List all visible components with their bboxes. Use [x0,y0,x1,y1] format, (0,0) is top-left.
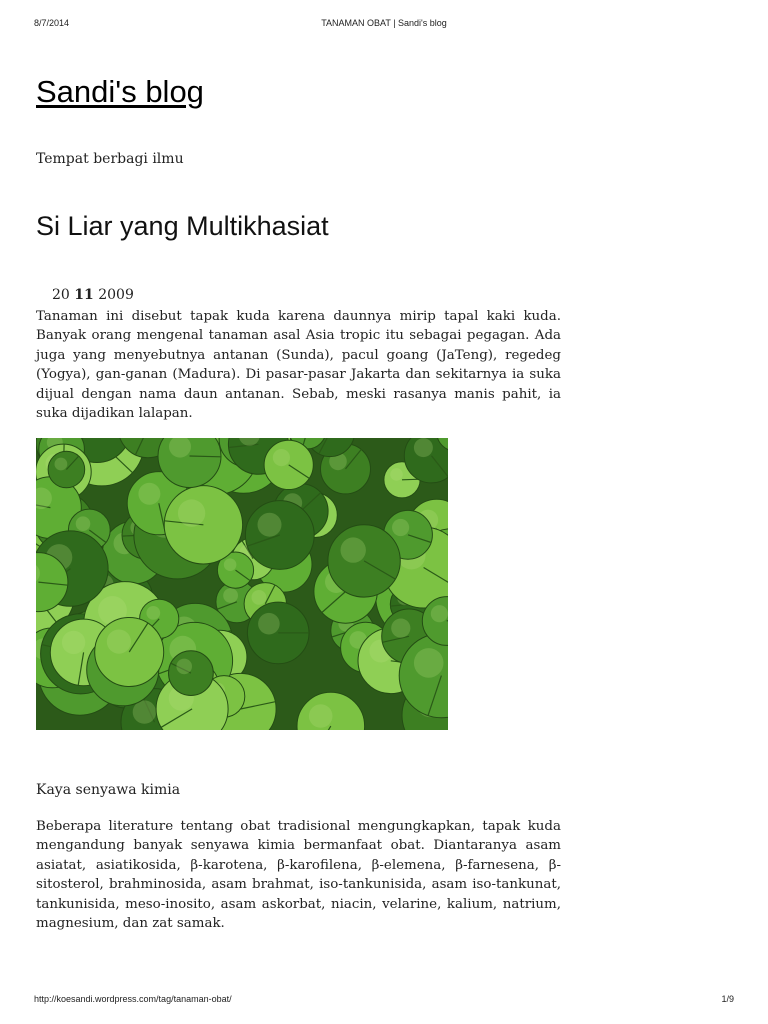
print-header [34,18,734,32]
print-footer [34,994,734,1008]
blog-tagline: Tempat berbagi ilmu [36,151,184,167]
post-paragraph-chemistry: Beberapa literature tentang obat tradisional mengungkapkan, tapak kuda mengandung banyak senyawa kimia bermanfaat obat. Diantaranya asam asiatat, asiatikosida, β-karotena, β-karofilena, β-elemena, β-farnesena, β-sitosterol, brahminosida, asam brahmat, iso-tankunisida, asam iso-tankunat, tankunisida, meso-inosito, asam askorbat, niacin, velarine, kalium, natrium, magnesium, dan zat samak. [36,819,561,932]
print-url: http://koesandi.wordpress.com/tag/tanaman-obat/ [34,994,232,1004]
leaf-shape [328,525,400,597]
pegagan-leaves-photo [36,438,448,730]
post-date-month: 11 [74,287,94,303]
leaf-shape [169,651,214,696]
blog-title-link[interactable]: Sandi's blog [36,74,204,109]
post-date-year: 2009 [98,287,134,303]
leaf-shape [95,618,164,687]
leaves-illustration [36,438,448,730]
post-date [52,287,134,303]
leaf-shape [245,501,314,570]
print-page-number: 1/9 [721,994,734,1004]
leaf-shape [164,486,242,564]
leaf-shape [48,451,85,488]
leaf-shape [247,602,309,664]
leaf-shape [264,440,313,489]
print-date: 8/7/2014 [34,18,70,28]
print-page-title: TANAMAN OBAT | Sandi's blog [321,18,447,28]
post-paragraph-intro: Tanaman ini disebut tapak kuda karena daunnya mirip tapal kaki kuda. Banyak orang mengenal tanaman asal Asia tropic itu sebagai pegagan. Ada juga yang menyebutnya antanan (Sunda), pacul goang (JaTeng), regedeg (Yogya), gan-ganan (Madura). Di pasar-pasar Jakarta dan sekitarnya ia suka dijual dengan nama daun antanan. Sebab, meski rasanya manis pahit, ia suka dijadikan lalapan. [36,309,561,422]
post-date-day: 20 [52,287,70,303]
section-heading-chemistry: Kaya senyawa kimia [36,782,181,798]
post-title: Si Liar yang Multikhasiat [36,211,329,241]
